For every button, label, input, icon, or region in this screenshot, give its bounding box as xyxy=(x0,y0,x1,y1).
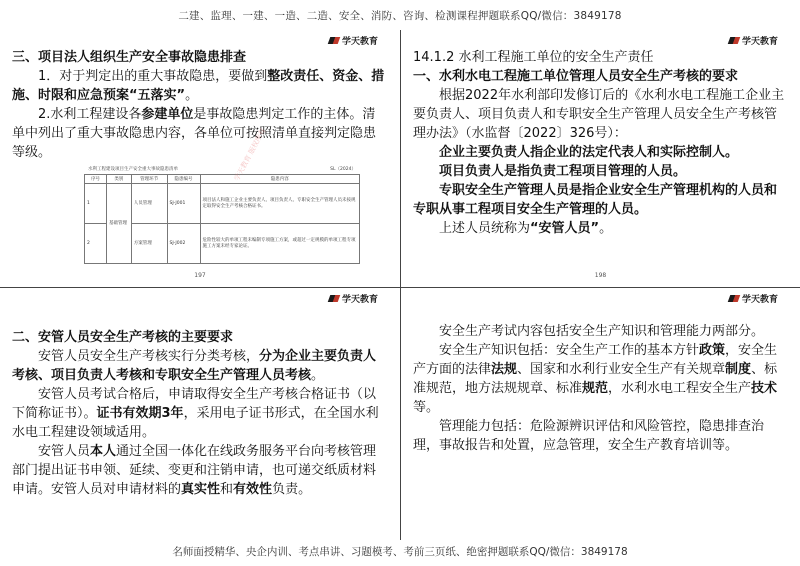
paragraph xyxy=(12,105,386,162)
table-header: 管理环节 xyxy=(131,175,167,184)
table-cell: 项目法人和施工企业主要负责人、项目负责人、专职安全生产管理人员未按规定取得安全生产考核合格证书。 xyxy=(200,184,360,224)
slide-panel-198 xyxy=(401,30,800,287)
paragraph: 安全生产考试内容包括安全生产知识和管理能力两部分。 xyxy=(439,324,765,339)
text-run: 通过全国一体化在线政务服务平台向考核管理部门提出证书申领、延续、变更和注销申请，也可递交纸质材料申请。安管人员对申请材料的 xyxy=(12,444,377,497)
slide-content xyxy=(12,328,386,499)
emphasis-text: “安管人员” xyxy=(530,221,600,236)
top-banner: 二建、监理、一建、一造、二造、安全、消防、咨询、检测课程押题联系QQ/微信：3849178 xyxy=(178,10,622,22)
emphasis-text: 技术 xyxy=(751,381,778,396)
page-number: 198 xyxy=(594,272,607,279)
hazard-list-table-image xyxy=(84,166,360,262)
text-run: 安管人员考试合格后，申请取得安全生产考核合格证书（以下简称证书）。 xyxy=(12,387,377,421)
table-cell: 人员管理 xyxy=(131,184,167,224)
logo-text: 学天教育 xyxy=(741,37,778,47)
text-run: 。 xyxy=(185,88,199,103)
table-cell: SJ-J001 xyxy=(167,184,200,224)
text-run: 等。 xyxy=(413,400,440,415)
paragraph xyxy=(12,67,386,105)
hazard-table xyxy=(84,174,360,264)
text-run: 、标准规范，地方法规规章、标准 xyxy=(413,362,778,396)
slide-panel-197 xyxy=(0,30,400,287)
paragraph xyxy=(413,143,786,162)
xuetian-logo-icon xyxy=(329,294,340,303)
text-run: 。 xyxy=(725,145,739,160)
table-header: 序号 xyxy=(85,175,107,184)
emphasis-text: 有效性 xyxy=(233,482,273,497)
paragraph: 专职安全生产管理人员是指企业安全生产管理机构的人员和专职从事工程项目安全生产管理的人员。 xyxy=(413,183,778,217)
slide-content xyxy=(413,322,786,455)
text-run: 安全生产知识包括：安全生产工作的基本方针 xyxy=(439,343,700,358)
text-run: ，水利水电工程安全生产 xyxy=(608,381,752,396)
paragraph xyxy=(12,385,386,442)
emphasis-text: 制度 xyxy=(725,362,752,377)
slide-content xyxy=(413,48,786,238)
emphasis-text: 法规 xyxy=(491,362,518,377)
text-run: 和 xyxy=(220,482,234,497)
emphasis-text: 整改责任、资金、措施、时限和应急预案“五落实” xyxy=(12,69,385,103)
table-header: 隐患编号 xyxy=(167,175,200,184)
table-cell: 2 xyxy=(85,224,107,264)
slide-content xyxy=(12,48,386,162)
text-run: 是事故隐患判定工作的主体。清单中列出了重大事故隐患内容，各单位可按照清单直接判定隐患等级。 xyxy=(12,107,377,160)
paragraph: 根据2022年水利部印发修订后的《水利水电工程施工企业主要负责人、项目负责人和专职安全生产管理人员安全生产考核管理办法》（水监督〔2022〕326号）： xyxy=(413,88,785,141)
table-header: 类别 xyxy=(107,175,132,184)
slide-panel-3 xyxy=(0,288,400,540)
emphasis-text: 本人 xyxy=(90,444,117,459)
paragraph xyxy=(12,347,386,385)
logo xyxy=(729,34,778,47)
text-run: ，安全生产方面的法律 xyxy=(413,343,778,377)
paragraph xyxy=(413,219,786,238)
text-run: 企业主要负责人指企业的 xyxy=(439,145,583,160)
logo xyxy=(329,292,378,305)
text-run: 上述人员统称为 xyxy=(439,221,531,236)
section-heading: 三、项目法人组织生产安全事故隐患排查 xyxy=(12,50,247,65)
section-heading: 一、水利水电工程施工单位管理人员安全生产考核的要求 xyxy=(413,69,739,84)
emphasis-text: 政策 xyxy=(699,343,726,358)
text-run: 1．对于判定出的重大事故隐患，要做到 xyxy=(38,69,268,84)
section-title: 14.1.2 水利工程施工单位的安全生产责任 xyxy=(413,50,654,65)
text-run: 。 xyxy=(311,368,325,383)
text-run: 安管人员 xyxy=(38,444,91,459)
table-row xyxy=(85,184,360,224)
table-cell: SJ-J002 xyxy=(167,224,200,264)
paragraph: 管理能力包括：危险源辨识评估和风险管控，隐患排查治理，事故报告和处置，应急管理，安全生产教育培训等。 xyxy=(413,419,765,453)
text-run: 2.水利工程建设各 xyxy=(38,107,142,122)
xuetian-logo-icon xyxy=(729,36,740,45)
table-header-row xyxy=(85,175,360,184)
slide-panel-4 xyxy=(401,288,800,540)
table-cell: 危险性较大的单项工程未编制专项施工方案，或超过一定规模的单项工程专项施工方案未经专家论证。 xyxy=(200,224,360,264)
table-header: 隐患内容 xyxy=(200,175,360,184)
table-caption-code: SL（2024） xyxy=(330,167,356,172)
watermark: 学天教育 版权所有 xyxy=(232,127,268,183)
text-run: ，采用电子证书形式，在全国水利水电工程建设领域适用。 xyxy=(12,406,379,440)
page-number: 197 xyxy=(194,272,206,279)
text-run: 。 xyxy=(599,221,613,236)
xuetian-logo-icon xyxy=(729,294,740,303)
text-run: 负责。 xyxy=(272,482,312,497)
logo xyxy=(729,292,778,305)
xuetian-logo-icon xyxy=(329,36,340,45)
text-run: 、国家和水利行业安全生产有关规章 xyxy=(517,362,726,377)
emphasis-text: 参建单位 xyxy=(141,107,194,122)
emphasis-text: 证书有效期3年 xyxy=(96,406,184,421)
table-cell: 方案管理 xyxy=(131,224,167,264)
bottom-banner: 名师面授精华、央企内训、考点串讲、习题模考、考前三页纸、绝密押题联系QQ/微信：3849178 xyxy=(172,546,628,558)
table-caption xyxy=(84,166,360,174)
table-caption-title: 水利工程建设项目生产安全重大事故隐患清单 xyxy=(88,167,178,172)
table-cell: 基础管理 xyxy=(107,184,132,264)
logo-text: 学天教育 xyxy=(741,295,778,305)
logo-text: 学天教育 xyxy=(341,295,378,305)
paragraph xyxy=(12,442,386,499)
paragraph: 项目负责人是指负责工程项目管理的人员。 xyxy=(439,164,687,179)
table-cell: 1 xyxy=(85,184,107,224)
emphasis-text: 分为企业主要负责人考核、项目负责人考核和专职安全生产管理人员考核 xyxy=(12,349,377,383)
logo-text: 学天教育 xyxy=(341,37,378,47)
logo xyxy=(329,34,378,47)
emphasis-text: 真实性 xyxy=(181,482,221,497)
emphasis-text: 规范 xyxy=(582,381,609,396)
paragraph xyxy=(413,341,786,417)
section-heading: 二、安管人员安全生产考核的主要要求 xyxy=(12,330,234,345)
text-run: 安管人员安全生产考核实行分类考核， xyxy=(38,349,260,364)
emphasis-text: 法定代表人和实际控制人 xyxy=(582,145,726,160)
